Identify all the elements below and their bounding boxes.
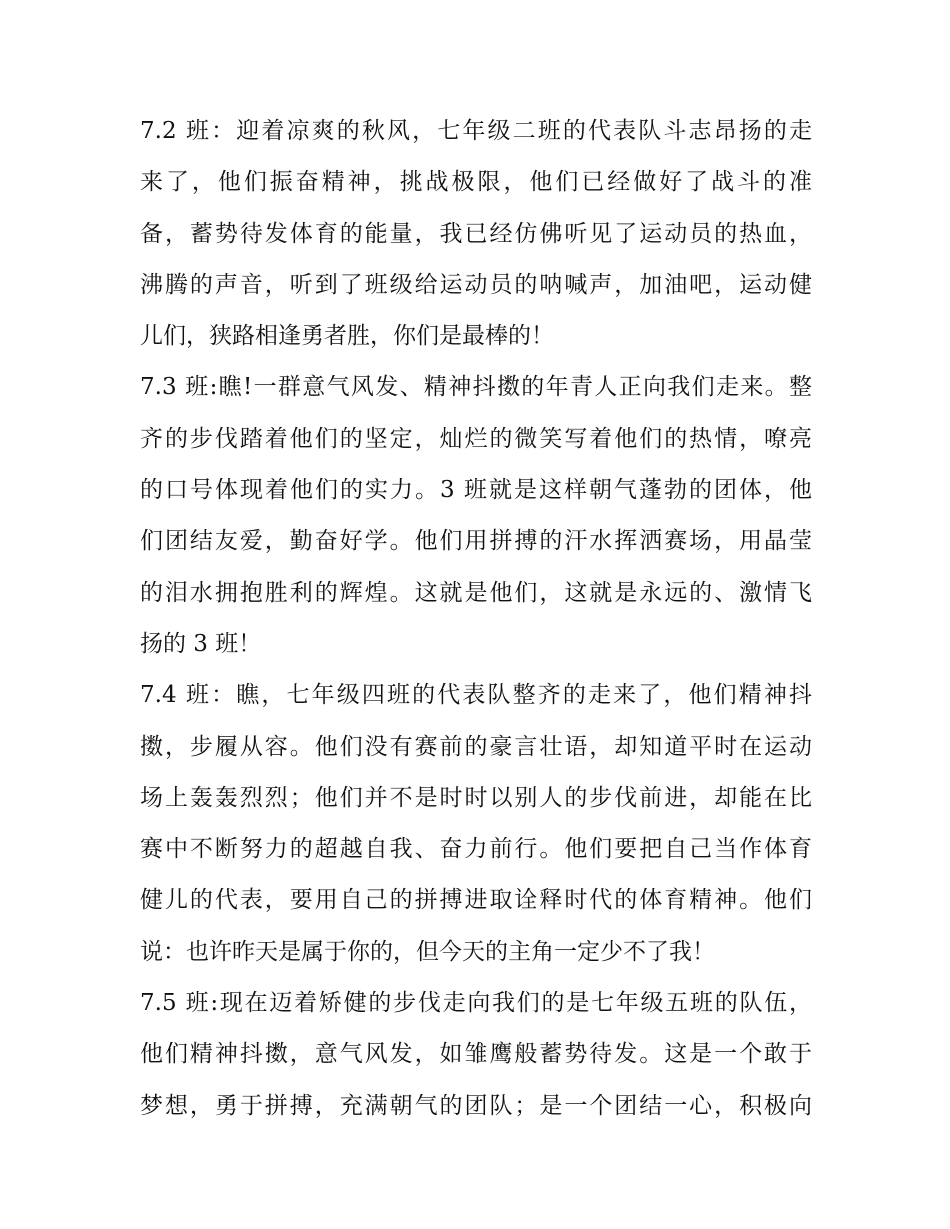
paragraph-class-7-4 <box>140 670 812 978</box>
text-line: 他们精神抖擞，意气风发，如雏鹰般蓄势待发。这是一个敢于 <box>140 1041 812 1068</box>
text-line: 7.2 班：迎着凉爽的秋风，七年级二班的代表队斗志昂扬的走 <box>140 118 812 144</box>
paragraph-class-7-2 <box>140 106 812 362</box>
text-line: 健儿的代表，要用自己的拼搏进取诠释时代的体育精神。他们 <box>140 887 812 914</box>
text-line: 7.4 班：瞧，七年级四班的代表队整齐的走来了，他们精神抖 <box>140 682 812 709</box>
text-line: 儿们，狭路相逢勇者胜，你们是最棒的！ <box>140 323 554 350</box>
text-line: 齐的步伐踏着他们的坚定，灿烂的微笑写着他们的热情，嘹亮 <box>140 425 812 452</box>
text-line: 赛中不断努力的超越自我、奋力前行。他们要把自己当作体育 <box>140 836 812 863</box>
text-line: 来了，他们振奋精神，挑战极限，他们已经做好了战斗的准 <box>140 169 812 196</box>
text-line: 沸腾的声音，听到了班级给运动员的呐喊声，加油吧，运动健 <box>140 271 812 298</box>
document-body <box>140 106 812 1132</box>
text-line: 的泪水拥抱胜利的辉煌。这就是他们，这就是永远的、激情飞 <box>140 579 812 606</box>
text-line: 场上轰轰烈烈；他们并不是时时以别人的步伐前进，却能在比 <box>140 784 812 811</box>
text-line: 7.3 班:瞧!一群意气风发、精神抖擞的年青人正向我们走来。整 <box>140 374 812 401</box>
paragraph-class-7-3 <box>140 362 812 670</box>
text-line: 们团结友爱，勤奋好学。他们用拼搏的汗水挥洒赛场，用晶莹 <box>140 528 812 555</box>
text-line: 备，蓄势待发体育的能量，我已经仿佛听见了运动员的热血， <box>140 220 812 247</box>
text-line: 的口号体现着他们的实力。3 班就是这样朝气蓬勃的团体，他 <box>140 477 812 504</box>
text-line: 说：也许昨天是属于你的，但今天的主角一定少不了我！ <box>140 938 715 965</box>
text-line: 擞，步履从容。他们没有赛前的豪言壮语，却知道平时在运动 <box>140 733 812 760</box>
paragraph-class-7-5 <box>140 978 812 1132</box>
text-line: 扬的 3 班！ <box>140 630 262 657</box>
text-line: 7.5 班:现在迈着矫健的步伐走向我们的是七年级五班的队伍， <box>140 990 812 1017</box>
text-line: 梦想，勇于拼搏，充满朝气的团队；是一个团结一心，积极向 <box>140 1092 812 1119</box>
